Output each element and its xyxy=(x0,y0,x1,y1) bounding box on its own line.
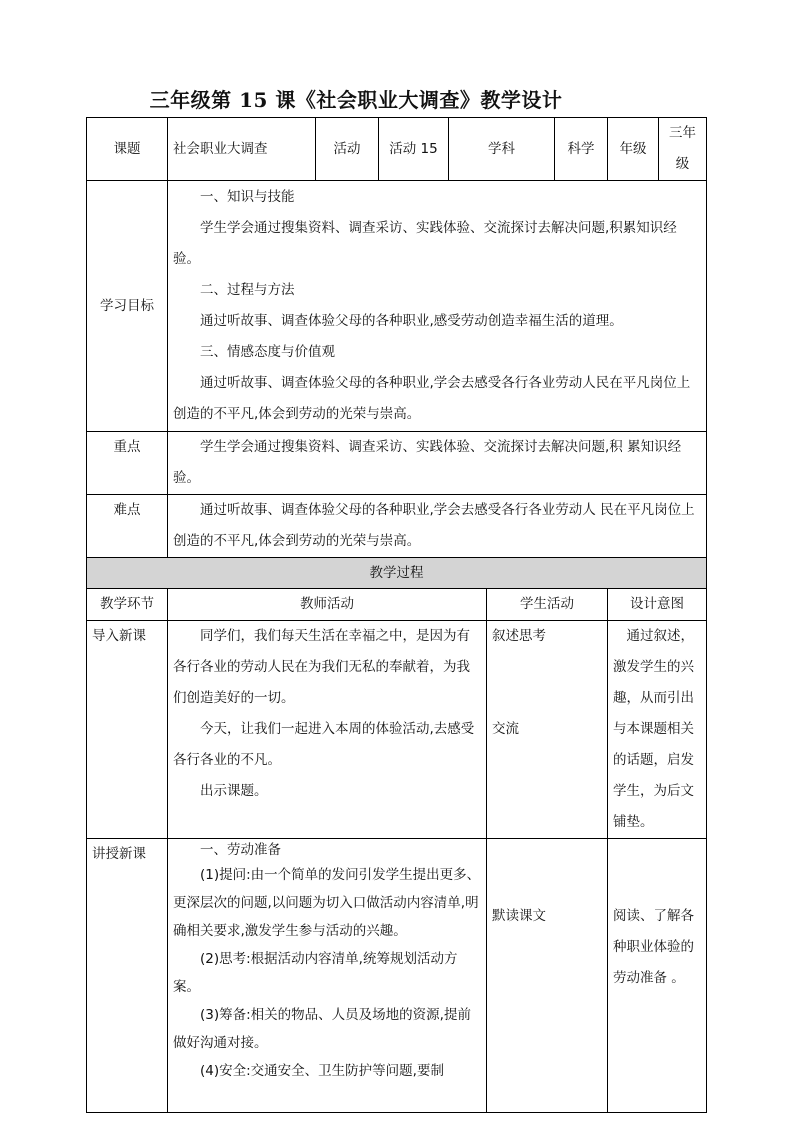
lecture-teacher-text-4: (4)安全:交通安全、卫生防护等问题,要制 xyxy=(200,1063,444,1079)
lecture-teacher xyxy=(168,839,487,1113)
subject-value: 科学 xyxy=(555,118,608,181)
goals-text-method: 通过听故事、调查体验父母的各种职业,感受劳动创造幸福生活的道理。 xyxy=(200,313,623,329)
intro-teacher-text-2: 今天，让我们一起进入本周的体验活动,去感受各行各业的不凡。 xyxy=(173,721,475,768)
goals-label: 学习目标 xyxy=(87,181,168,432)
intro-row xyxy=(87,621,707,839)
col-intent-header: 设计意图 xyxy=(608,589,707,621)
intro-student-spacer-1 xyxy=(492,652,602,683)
lecture-teacher-text-3: (3)筹备:相关的物品、人员及场地的资源,提前做好沟通对接。 xyxy=(173,1007,471,1051)
lecture-intent-spacer-1 xyxy=(613,839,701,870)
difficulty-label: 难点 xyxy=(87,495,168,558)
lesson-value: 社会职业大调查 xyxy=(168,118,316,181)
goals-text-attitude: 通过听故事、调查体验父母的各种职业,学会去感受各行各业劳动人民在平凡岗位上创造的不平凡,体会到劳动的光荣与崇高。 xyxy=(173,375,691,422)
intro-intent-text: 通过叙述，激发学生的兴趣，从而引出与本课题相关的话题，启发学生，为后文铺垫。 xyxy=(613,628,694,830)
intro-teacher xyxy=(168,621,487,839)
goals-content xyxy=(168,181,707,432)
difficulty-text xyxy=(168,495,707,558)
process-title-row xyxy=(87,558,707,589)
lecture-student xyxy=(487,839,608,1113)
goals-heading-method: 二、过程与方法 xyxy=(200,282,295,298)
header-row xyxy=(87,118,707,181)
lecture-student-spacer-2 xyxy=(492,870,602,901)
document-title: 三年级第 15 课《社会职业大调查》教学设计 xyxy=(149,88,563,112)
lecture-stage: 讲授新课 xyxy=(87,839,168,1113)
lecture-intent-spacer-2 xyxy=(613,870,701,901)
col-stage-header: 教学环节 xyxy=(87,589,168,621)
grade-value: 三年级 xyxy=(659,118,707,181)
goals-heading-attitude: 三、情感态度与价值观 xyxy=(200,344,335,360)
lecture-student-spacer-1 xyxy=(492,839,602,870)
lecture-student-text: 默读课文 xyxy=(492,908,546,924)
lecture-teacher-text-2: (2)思考:根据活动内容清单,统筹规划活动方案。 xyxy=(173,951,458,995)
lecture-intent-text: 阅读、了解各种职业体验的劳动准备 。 xyxy=(613,908,694,986)
intro-intent xyxy=(608,621,707,839)
lecture-row xyxy=(87,839,707,1113)
intro-stage: 导入新课 xyxy=(87,621,168,839)
key-point-row xyxy=(87,432,707,495)
key-point-text xyxy=(168,432,707,495)
key-point-paragraph: 学生学会通过搜集资料、调查采访、实践体验、交流探讨去解决问题,积 累知识经验。 xyxy=(173,439,682,486)
difficulty-paragraph: 通过听故事、调查体验父母的各种职业,学会去感受各行各业劳动人 民在平凡岗位上创造的不平凡,体会到劳动的光荣与崇高。 xyxy=(173,502,695,549)
intro-student-spacer-2 xyxy=(492,683,602,714)
col-student-header: 学生活动 xyxy=(487,589,608,621)
lecture-teacher-text-1: (1)提问:由一个简单的发问引发学生提出更多、更深层次的问题,以问题为切入口做活动内容清单,明确相关要求,激发学生参与活动的兴趣。 xyxy=(173,867,481,939)
intro-student-text-2: 交流 xyxy=(492,721,519,737)
lecture-intent xyxy=(608,839,707,1113)
lesson-plan-table xyxy=(86,117,707,1113)
goals-text-knowledge: 学生学会通过搜集资料、调查采访、实践体验、交流探讨去解决问题,积累知识经验。 xyxy=(173,220,677,267)
subject-label: 学科 xyxy=(449,118,555,181)
activity-label: 活动 xyxy=(316,118,379,181)
intro-teacher-text-3: 出示课题。 xyxy=(200,783,268,799)
difficulty-row xyxy=(87,495,707,558)
key-point-label: 重点 xyxy=(87,432,168,495)
intro-student-text-1: 叙述思考 xyxy=(492,628,546,644)
goals-heading-knowledge: 一、知识与技能 xyxy=(200,189,295,205)
process-title: 教学过程 xyxy=(87,558,707,589)
intro-teacher-text-1: 同学们，我们每天生活在幸福之中，是因为有各行各业的劳动人民在为我们无私的奉献着，为我们创造美好的一切。 xyxy=(173,628,470,706)
intro-student xyxy=(487,621,608,839)
grade-label: 年级 xyxy=(608,118,659,181)
lecture-heading: 一、劳动准备 xyxy=(200,842,281,858)
process-header-row xyxy=(87,589,707,621)
lesson-label: 课题 xyxy=(87,118,168,181)
goals-row xyxy=(87,181,707,432)
activity-value: 活动 15 xyxy=(379,118,449,181)
col-teacher-header: 教师活动 xyxy=(168,589,487,621)
